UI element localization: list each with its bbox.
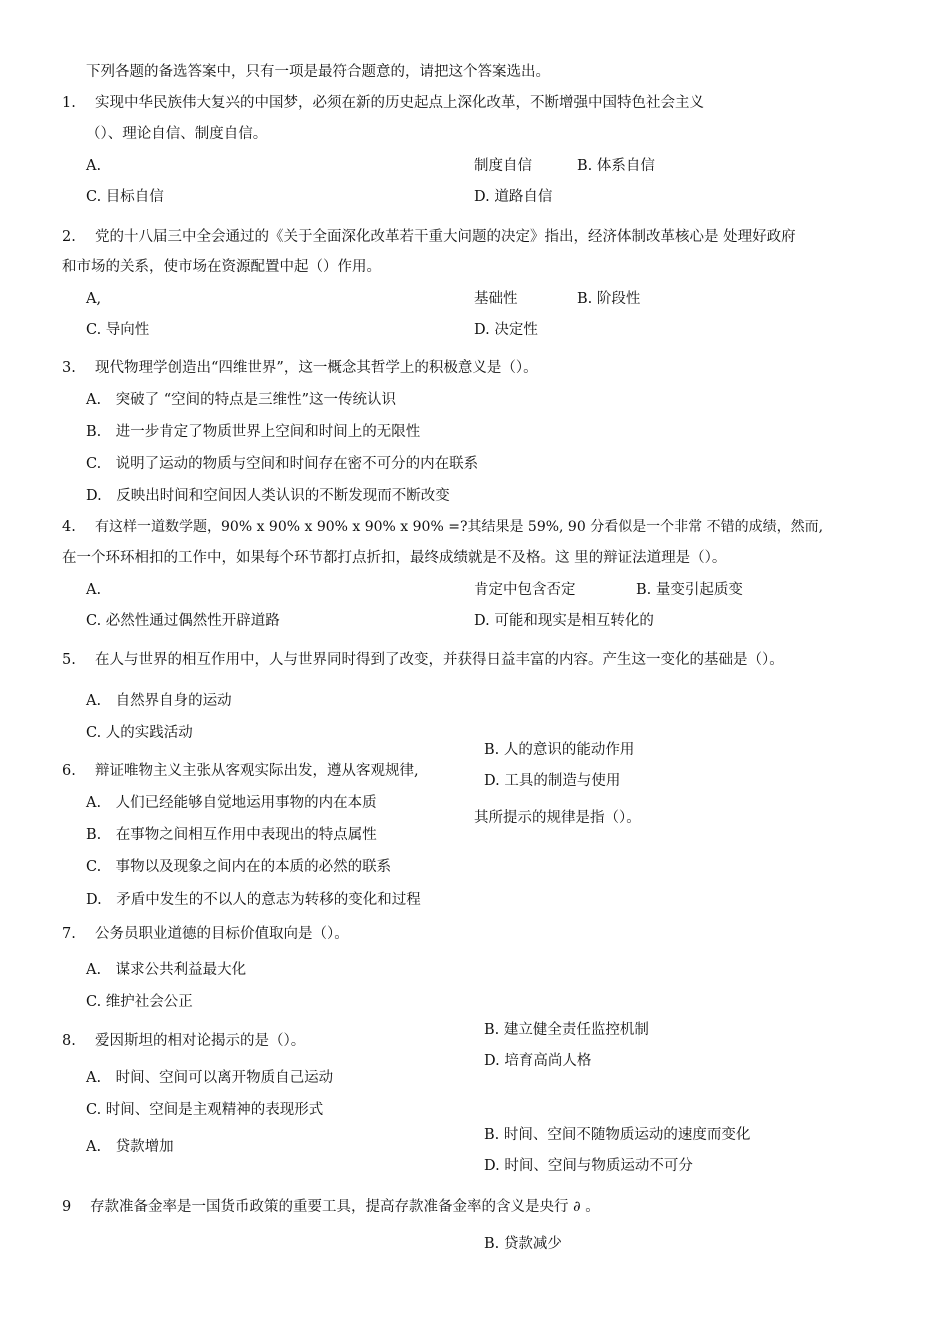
q2-number: 2. (62, 229, 76, 245)
q4-stem: 有这样一道数学题，90% x 90% x 90% x 90% x 90% =?其结果是 59%, 90 分看似是一个非常 不错的成绩，然而, (95, 519, 824, 535)
q9-number: 9 (62, 1199, 72, 1215)
q6-stem-cont: 其所提示的规律是指（）。 (474, 810, 641, 826)
q3-option-d: D. 反映出时间和空间因人类认识的不断发现而不断改变 (86, 488, 450, 504)
q4-option-c: C. 必然性通过偶然性开辟道路 (86, 613, 280, 629)
q5-number: 5. (62, 652, 76, 668)
q2-stem: 党的十八届三中全会通过的《关于全面深化改革若干重大问题的决定》指出，经济体制改革核心是 处理好政府 (95, 229, 796, 245)
q5-option-d: D. 工具的制造与使用 (484, 773, 621, 789)
q4-option-b: B. 量变引起质变 (636, 582, 743, 598)
q2-option-a-label: A, (86, 291, 102, 307)
q2-stem-cont: 和市场的关系，使市场在资源配置中起（）作用。 (62, 259, 381, 275)
q4-number: 4. (62, 519, 76, 535)
q9-option-a: A. 贷款增加 (86, 1139, 174, 1155)
q4-stem-cont: 在一个环环相扣的工作中，如果每个环节都打点折扣，最终成绩就是不及格。这 里的辩证法道理是（）。 (62, 550, 727, 566)
q3-stem: 现代物理学创造出“四维世界”，这一概念其哲学上的积极意义是（）。 (95, 360, 538, 376)
q9-option-b: B. 贷款减少 (484, 1236, 562, 1252)
q1-stem-cont: （）、理论自信、制度自信。 (86, 126, 268, 142)
q6-option-d: D. 矛盾中发生的不以人的意志为转移的变化和过程 (86, 892, 421, 908)
q8-option-c: C. 时间、空间是主观精神的表现形式 (86, 1102, 324, 1118)
q5-stem: 在人与世界的相互作用中，人与世界同时得到了改变，并获得日益丰富的内容。产生这一变化的基础是（）。 (95, 652, 784, 668)
q5-option-b: B. 人的意识的能动作用 (484, 742, 635, 758)
q8-option-a: A. 时间、空间可以离开物质自己运动 (86, 1070, 334, 1086)
q5-option-c: C. 人的实践活动 (86, 725, 193, 741)
q1-option-b: B. 体系自信 (577, 158, 655, 174)
q1-option-d: D. 道路自信 (474, 189, 553, 205)
q1-option-a-label: A. (86, 158, 102, 174)
q1-option-a: 制度自信 (474, 158, 532, 174)
q4-option-a: 肯定中包含否定 (474, 582, 576, 598)
q6-option-b: B. 在事物之间相互作用中表现出的特点属性 (86, 827, 377, 843)
q9-stem: 存款准备金率是一国货币政策的重要工具，提高存款准备金率的含义是央行 ∂ 。 (90, 1199, 600, 1215)
q3-option-b: B. 进一步肯定了物质世界上空间和时间上的无限性 (86, 424, 421, 440)
q6-option-a: A. 人们已经能够自觉地运用事物的内在本质 (86, 795, 377, 811)
q2-option-b: B. 阶段性 (577, 291, 641, 307)
q2-option-a: 基础性 (474, 291, 518, 307)
q4-option-a-label: A. (86, 582, 102, 598)
q6-stem: 辩证唯物主义主张从客观实际出发，遵从客观规律, (95, 763, 419, 779)
q3-option-c: C. 说明了运动的物质与空间和时间存在密不可分的内在联系 (86, 456, 479, 472)
q3-option-a: A. 突破了 “空间的特点是三维性”这一传统认识 (86, 392, 397, 408)
q2-option-c: C. 导向性 (86, 322, 150, 338)
q6-option-c: C. 事物以及现象之间内在的本质的必然的联系 (86, 859, 392, 875)
q7-number: 7. (62, 926, 76, 942)
q8-option-b: B. 时间、空间不随物质运动的速度而变化 (484, 1127, 751, 1143)
q7-option-b: B. 建立健全责任监控机制 (484, 1022, 649, 1038)
q1-stem: 实现中华民族伟大复兴的中国梦，必须在新的历史起点上深化改革，不断增强中国特色社会主义 (95, 95, 704, 111)
q3-number: 3. (62, 360, 76, 376)
q7-stem: 公务员职业道德的目标价值取向是（）。 (95, 926, 349, 942)
q1-number: 1. (62, 95, 76, 111)
q7-option-d: D. 培育高尚人格 (484, 1053, 592, 1069)
instructions: 下列各题的备选答案中，只有一项是最符合题意的，请把这个答案选出。 (86, 64, 550, 80)
q7-option-a: A. 谋求公共利益最大化 (86, 962, 247, 978)
q5-option-a: A. 自然界自身的运动 (86, 693, 232, 709)
q4-option-d: D. 可能和现实是相互转化的 (474, 613, 654, 629)
q1-option-c: C. 目标自信 (86, 189, 164, 205)
q8-option-d: D. 时间、空间与物质运动不可分 (484, 1158, 693, 1174)
q7-option-c: C. 维护社会公正 (86, 994, 193, 1010)
q8-number: 8. (62, 1033, 76, 1049)
q2-option-d: D. 决定性 (474, 322, 538, 338)
q6-number: 6. (62, 763, 76, 779)
q8-stem: 爱因斯坦的相对论揭示的是（）。 (95, 1033, 306, 1049)
